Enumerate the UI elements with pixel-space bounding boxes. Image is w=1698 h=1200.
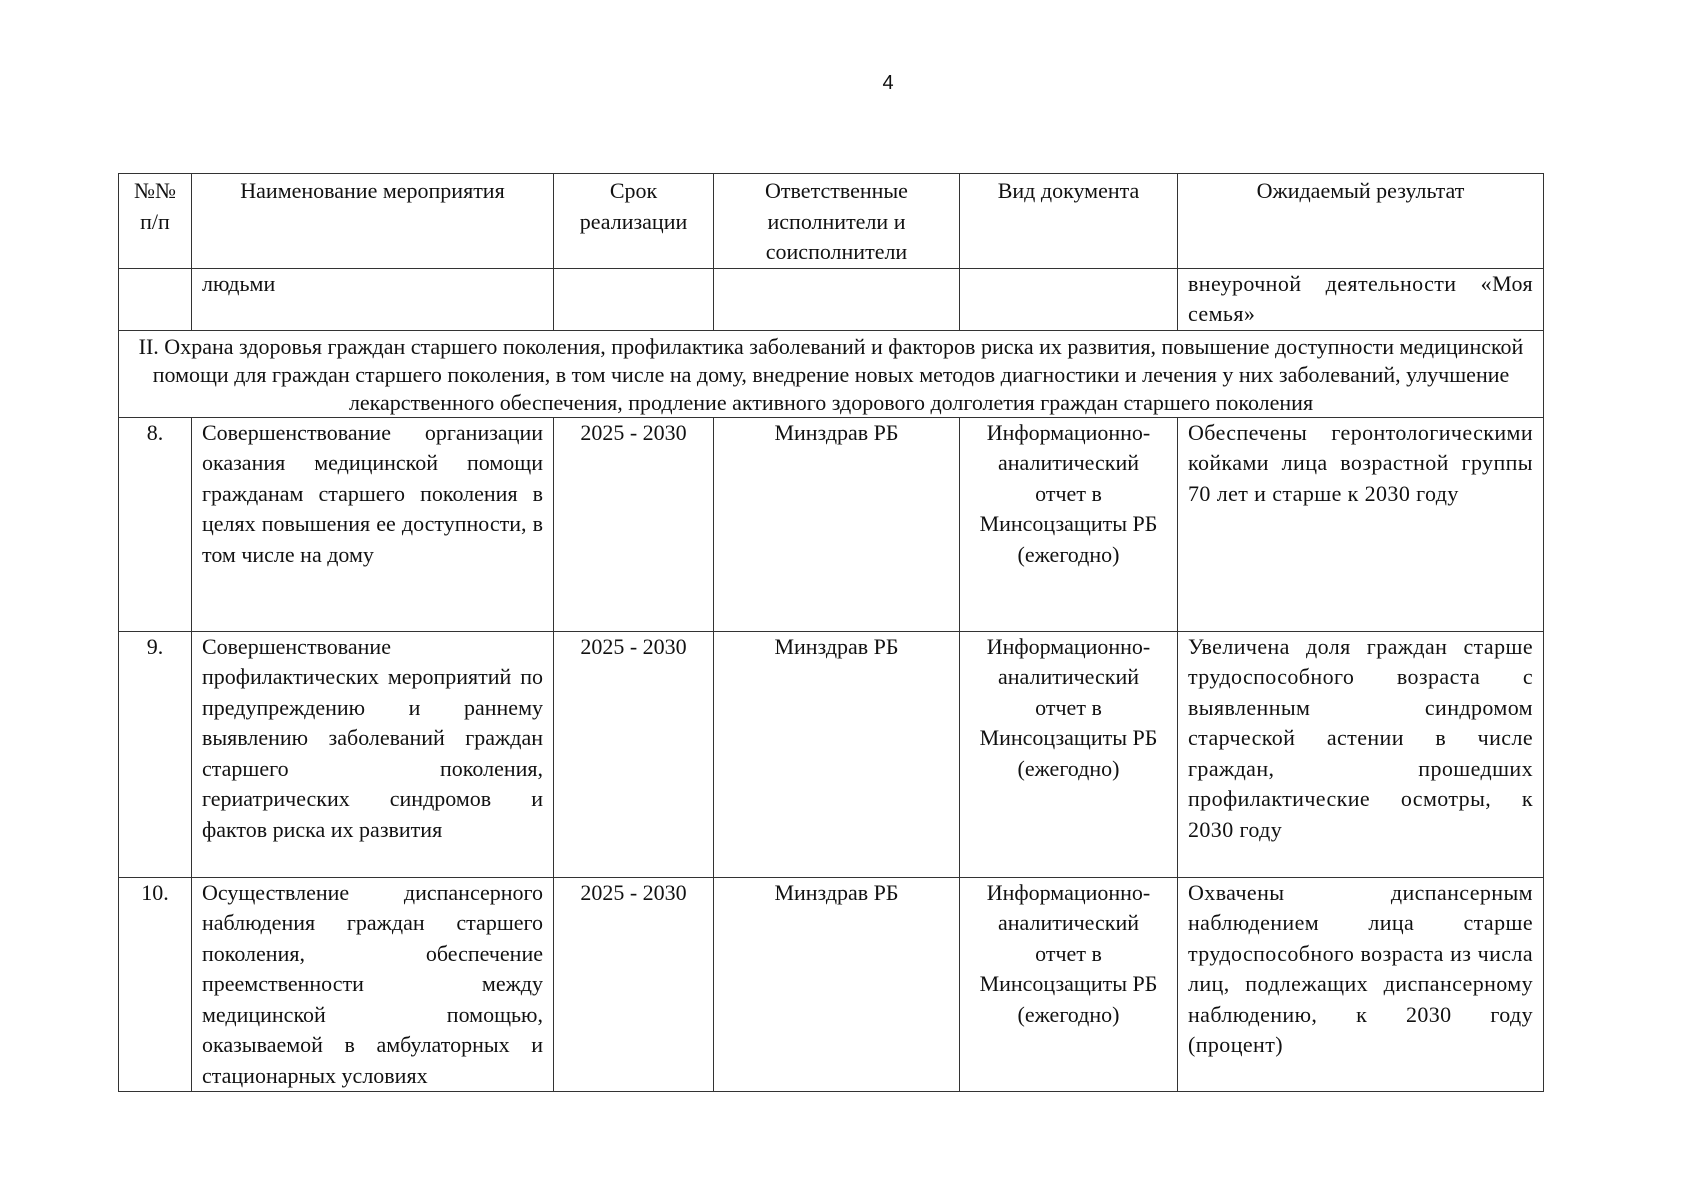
cell-result: Увеличена доля граждан старше трудоспособного возраста с выявленным синдромом старческой астении в числе граждан, прошедших профилактические осмотры, к 2030 году (1178, 631, 1544, 877)
page-number: 4 (882, 72, 894, 94)
cell-num: 10. (119, 877, 192, 1092)
section-title: II. Охрана здоровья граждан старшего поколения, профилактика заболеваний и факторов риска их развития, повышение доступности медицинской помощи для граждан старшего поколения, в том числе на дому, внедрение новых методов диагностики и лечения у них заболеваний, улучшение лекарственного обеспечения, продление активного здорового долголетия граждан старшего поколения (119, 330, 1544, 417)
cell-term: 2025 - 2030 (554, 417, 714, 631)
action-plan-table (118, 173, 1544, 1092)
cell-num: 9. (119, 631, 192, 877)
cell-document (960, 268, 1178, 330)
cell-term (554, 268, 714, 330)
table-row (119, 877, 1544, 1092)
cell-result: Охвачены диспансерным наблюдением лица старше трудоспособного возраста из числа лиц, подлежащих диспансерному наблюдению, к 2030 году (процент) (1178, 877, 1544, 1092)
header-num (119, 174, 192, 269)
cell-num: 8. (119, 417, 192, 631)
header-name-label: Наименование мероприятия (240, 178, 505, 203)
header-term (554, 174, 714, 269)
table-header-row (119, 174, 1544, 269)
cell-result: внеурочной деятельности «Моя семья» (1178, 268, 1544, 330)
header-responsible-label: Ответственные исполнители и соисполнители (765, 178, 908, 264)
cell-num (119, 268, 192, 330)
header-result (1178, 174, 1544, 269)
cell-term: 2025 - 2030 (554, 877, 714, 1092)
header-responsible (714, 174, 960, 269)
cell-responsible (714, 268, 960, 330)
section-row (119, 330, 1544, 417)
header-num-label: №№ п/п (134, 178, 176, 234)
header-document (960, 174, 1178, 269)
cell-responsible: Минздрав РБ (714, 631, 960, 877)
cell-name: людьми (192, 268, 554, 330)
header-result-label: Ожидаемый результат (1256, 178, 1465, 203)
cell-document: Информационно-аналитический отчет в Минсоцзащиты РБ (ежегодно) (960, 631, 1178, 877)
cell-name: Совершенствование профилактических мероприятий по предупреждению и раннему выявлению заболеваний граждан старшего поколения, гериатрических синдромов и фактов риска их развития (192, 631, 554, 877)
cell-responsible: Минздрав РБ (714, 877, 960, 1092)
table-row-continuation (119, 268, 1544, 330)
cell-document: Информационно-аналитический отчет в Минсоцзащиты РБ (ежегодно) (960, 877, 1178, 1092)
cell-responsible: Минздрав РБ (714, 417, 960, 631)
table-row (119, 417, 1544, 631)
table-row (119, 631, 1544, 877)
cell-name: Осуществление диспансерного наблюдения граждан старшего поколения, обеспечение преемственности между медицинской помощью, оказываемой в амбулаторных и стационарных условиях (192, 877, 554, 1092)
header-name (192, 174, 554, 269)
cell-result: Обеспечены геронтологическими койками лица возрастной группы 70 лет и старше к 2030 году (1178, 417, 1544, 631)
cell-document: Информационно-аналитический отчет в Минсоцзащиты РБ (ежегодно) (960, 417, 1178, 631)
cell-name: Совершенствование организации оказания медицинской помощи гражданам старшего поколения в целях повышения ее доступности, в том числе на дому (192, 417, 554, 631)
header-document-label: Вид документа (997, 178, 1140, 203)
header-term-label: Срок реализации (579, 178, 688, 234)
cell-term: 2025 - 2030 (554, 631, 714, 877)
